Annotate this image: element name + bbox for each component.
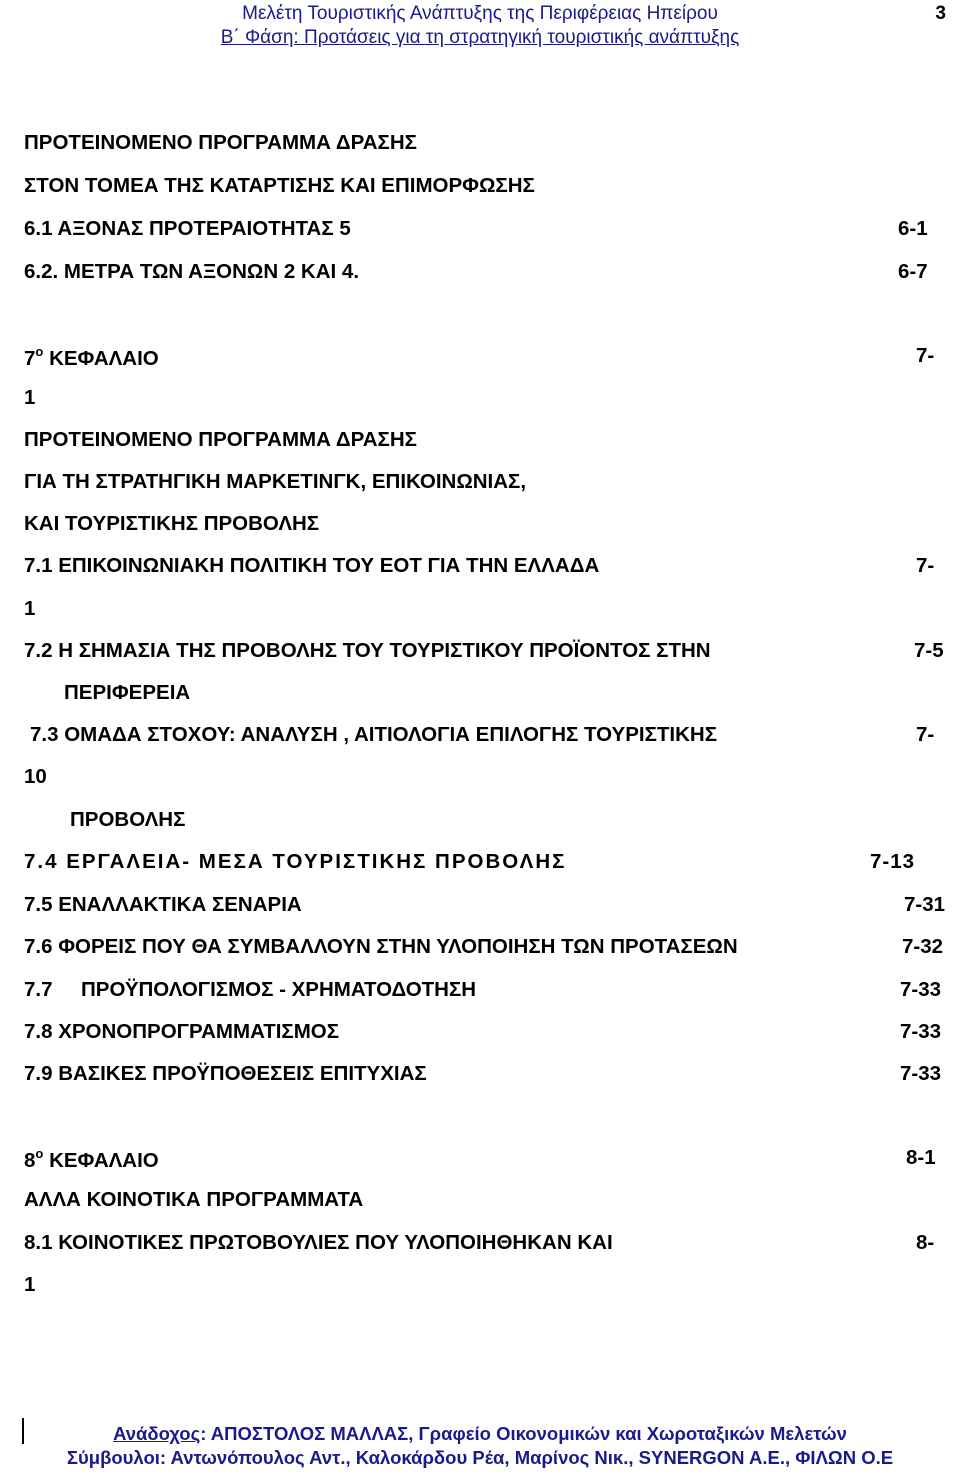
toc-ch8-superscript: ο (35, 1146, 44, 1161)
footer-contractor-label[interactable]: Ανάδοχος (113, 1423, 201, 1444)
toc-page-ch7-b[interactable]: 1 (24, 386, 36, 409)
toc-ch6-title-2[interactable]: ΣΤΟΝ ΤΟΜΕΑ ΤΗΣ ΚΑΤΑΡΤΙΣΗΣ ΚΑΙ ΕΠΙΜΟΡΦΩΣΗΣ (24, 174, 535, 197)
toc-page-7-7[interactable]: 7-33 (900, 978, 942, 1001)
toc-ch7-title-2[interactable]: ΓΙΑ ΤΗ ΣΤΡΑΤΗΓΙΚΗ ΜΑΡΚΕΤΙΝΓΚ, ΕΠΙΚΟΙΝΩΝΙΑΣ, (24, 470, 527, 493)
header-subtitle (0, 27, 960, 49)
footer-contractor-text: : ΑΠΟΣΤΟΛΟΣ ΜΑΛΛΑΣ, Γραφείο Οικονομικών και Χωροταξικών Μελετών (200, 1423, 847, 1444)
toc-page-7-1-b[interactable]: 1 (24, 597, 36, 620)
toc-ch8-number: 8 (24, 1149, 36, 1172)
toc-ch6-title-1[interactable]: ΠΡΟΤΕΙΝΟΜΕΝΟ ΠΡΟΓΡΑΜΜΑ ΔΡΑΣΗΣ (24, 131, 417, 154)
toc-entry-7-3[interactable]: 7.3 ΟΜΑΔΑ ΣΤΟΧΟΥ: ΑΝΑΛΥΣΗ , ΑΙΤΙΟΛΟΓΙΑ ΕΠΙΛΟΓΗΣ ΤΟΥΡΙΣΤΙΚΗΣ (30, 723, 718, 746)
toc-page-7-2[interactable]: 7-5 (914, 639, 944, 662)
toc-entry-8-1[interactable]: 8.1 ΚΟΙΝΟΤΙΚΕΣ ΠΡΩΤΟΒΟΥΛΙΕΣ ΠΟΥ ΥΛΟΠΟΙΗΘΗΚΑΝ ΚΑΙ (24, 1231, 613, 1254)
toc-page-7-5[interactable]: 7-31 (904, 893, 946, 916)
toc-entry-7-9[interactable]: 7.9 ΒΑΣΙΚΕΣ ΠΡΟΫΠΟΘΕΣΕΙΣ ΕΠΙΤΥΧΙΑΣ (24, 1062, 427, 1085)
toc-entry-7-5[interactable]: 7.5 ΕΝΑΛΛΑΚΤΙΚΑ ΣΕΝΑΡΙΑ (24, 893, 302, 916)
header-subtitle-text: Β΄ Φάση: Προτάσεις για τη στρατηγική τουριστικής ανάπτυξης (220, 27, 740, 48)
toc-page-ch7-a[interactable]: 7- (916, 344, 935, 367)
toc-ch8-label: ΚΕΦΑΛΑΙΟ (49, 1149, 159, 1172)
toc-entry-7-1[interactable]: 7.1 ΕΠΙΚΟΙΝΩΝΙΑΚΗ ΠΟΛΙΤΙΚΗ ΤΟΥ ΕΟΤ ΓΙΑ ΤΗΝ ΕΛΛΑΔΑ (24, 554, 600, 577)
toc-page-7-1-a[interactable]: 7- (916, 554, 935, 577)
toc-ch7-superscript: ο (35, 344, 44, 359)
toc-entry-7-3-cont[interactable]: ΠΡΟΒΟΛΗΣ (70, 808, 186, 831)
footer-advisors: Σύμβουλοι: Αντωνόπουλος Αντ., Καλοκάρδου Ρέα, Μαρίνος Νικ., SYNERGON A.E., ΦΙΛΩΝ Ο.Ε (66, 1447, 894, 1468)
toc-ch7-number: 7 (24, 347, 36, 370)
toc-ch7-title-1[interactable]: ΠΡΟΤΕΙΝΟΜΕΝΟ ΠΡΟΓΡΑΜΜΑ ΔΡΑΣΗΣ (24, 428, 417, 451)
toc-page-7-6[interactable]: 7-32 (902, 935, 944, 958)
toc-entry-7-7[interactable]: 7.7 ΠΡΟΫΠΟΛΟΓΙΣΜΟΣ - ΧΡΗΜΑΤΟΔΟΤΗΣΗ (24, 978, 477, 1001)
toc-page-6-2[interactable]: 6-7 (898, 260, 928, 283)
toc-page-ch8[interactable]: 8-1 (906, 1146, 936, 1169)
footer-contractor (0, 1423, 960, 1445)
header-title: Μελέτη Τουριστικής Ανάπτυξης της Περιφέρειας Ηπείρου (242, 3, 718, 24)
toc-page-7-3-b[interactable]: 10 (24, 765, 47, 788)
toc-entry-7-4[interactable]: 7.4 ΕΡΓΑΛΕΙΑ- ΜΕΣΑ ΤΟΥΡΙΣΤΙΚΗΣ ΠΡΟΒΟΛΗΣ (24, 850, 567, 873)
toc-ch7-heading[interactable] (24, 344, 159, 371)
toc-page-7-4[interactable]: 7-13 (870, 850, 916, 873)
toc-ch7-label: ΚΕΦΑΛΑΙΟ (49, 347, 159, 370)
toc-entry-7-8[interactable]: 7.8 ΧΡΟΝΟΠΡΟΓΡΑΜΜΑΤΙΣΜΟΣ (24, 1020, 340, 1043)
toc-entry-6-1[interactable]: 6.1 ΑΞΟΝΑΣ ΠΡΟΤΕΡΑΙΟΤΗΤΑΣ 5 (24, 217, 351, 240)
toc-ch8-title[interactable]: ΑΛΛΑ ΚΟΙΝΟΤΙΚΑ ΠΡΟΓΡΑΜΜΑΤΑ (24, 1188, 364, 1211)
toc-page-7-3-a[interactable]: 7- (916, 723, 935, 746)
toc-ch7-title-3[interactable]: ΚΑΙ ΤΟΥΡΙΣΤΙΚΗΣ ΠΡΟΒΟΛΗΣ (24, 512, 320, 535)
toc-page-7-8[interactable]: 7-33 (900, 1020, 942, 1043)
page-number: 3 (935, 3, 946, 24)
toc-entry-7-2-cont[interactable]: ΠΕΡΙΦΕΡΕΙΑ (64, 681, 191, 704)
toc-page-8-1-b[interactable]: 1 (24, 1273, 36, 1296)
toc-page-7-9[interactable]: 7-33 (900, 1062, 942, 1085)
toc-page-8-1-a[interactable]: 8- (916, 1231, 935, 1254)
toc-page-6-1[interactable]: 6-1 (898, 217, 928, 240)
toc-entry-7-2[interactable]: 7.2 Η ΣΗΜΑΣΙΑ ΤΗΣ ΠΡΟΒΟΛΗΣ ΤΟΥ ΤΟΥΡΙΣΤΙΚΟΥ ΠΡΟΪΟΝΤΟΣ ΣΤΗΝ (24, 639, 711, 662)
toc-entry-7-6[interactable]: 7.6 ΦΟΡΕΙΣ ΠΟΥ ΘΑ ΣΥΜΒΑΛΛΟΥΝ ΣΤΗΝ ΥΛΟΠΟΙΗΣΗ ΤΩΝ ΠΡΟΤΑΣΕΩΝ (24, 935, 738, 958)
toc-ch8-heading[interactable] (24, 1146, 159, 1173)
toc-entry-6-2[interactable]: 6.2. ΜΕΤΡΑ ΤΩΝ ΑΞΟΝΩΝ 2 ΚΑΙ 4. (24, 260, 360, 283)
